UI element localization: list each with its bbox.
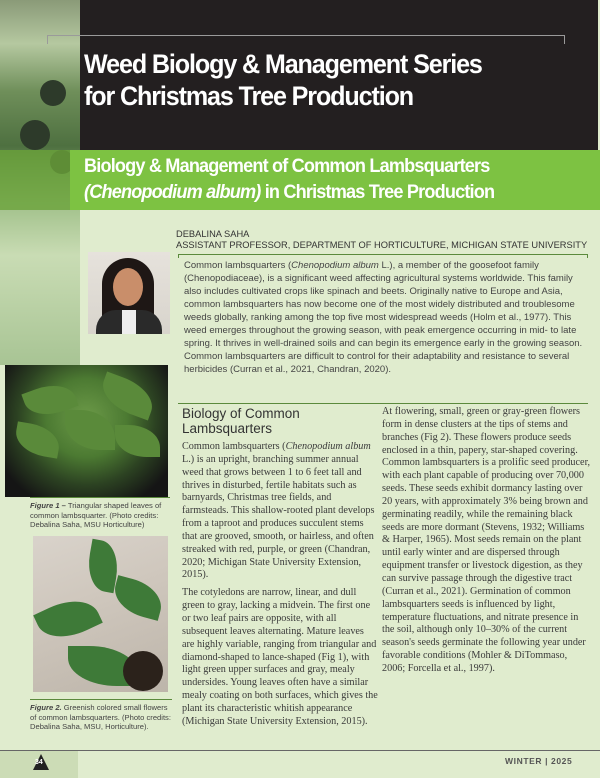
figure-1-caption: Figure 1 – Triangular shaped leaves of common lambsquarter. (Photo credits: Debalina Saha, MSU Horticulture) — [30, 497, 170, 530]
right-column — [382, 406, 592, 681]
footer-rule — [0, 750, 600, 751]
page-number — [33, 754, 49, 772]
series-header — [80, 0, 598, 150]
figure-1-photo — [5, 365, 168, 497]
byline — [176, 229, 587, 251]
section-heading: Biology of Common Lambsquarters — [182, 406, 300, 436]
author-photo — [88, 252, 170, 334]
author-title: ASSISTANT PROFESSOR, DEPARTMENT OF HORTICULTURE, MICHIGAN STATE UNIVERSITY — [176, 240, 588, 250]
left-column — [182, 406, 378, 734]
intro-text: Common lambsquarters (Chenopodium album L.), a member of the goosefoot family (Chenopodiaceae), is a significant weed affecting agricultural systems worldwide. This family also includes cultivated crops like spinach and beets. Originally native to Europe and Asia, common lambsquarters has now become one of the most widely distributed and troublesome weeds globally, ranking among the top five most widespread weeds (Holm et al., 1977). This weed emerges throughout the growing season, with peak emergence occurring in mid- to late spring. It thrives in well-drained soils and can begin its emergence early in the growing season. Common lambsquarters are difficult to control for their adaptability and resistance to several herbicides (Curran et al., 2021, Chandran, 2020). — [184, 260, 583, 375]
paragraph-3: At flowering, small, green or gray-green flowers form in dense clusters at the tips of stems and branches (Fig 2). These flowers produce seeds enclosed in a thin, papery, star-shaped covering. Common lambsquarters is a prolific seed producer, with each plant capable of producing over 70,000 seeds. These seeds exhibit dormancy lasting over 20 years, with approximately 3% being brown and germinating readily, while the remaining black seeds are more dormant (Stevens, 1932; Williams & Harper, 1965). Most seeds remain on the plant until early winter and are dispersed through equipment transfer or livestock digestion, as they can survive passage through the digestive tract (Curran et al., 2021). Germination of common lambsquarters seeds is influenced by light, temperature fluctuations, and nitrate presence in the soil, although only 10–30% of the current season's seeds germinate the following year under favorable conditions (Mohler & DiTommaso, 2006; Forcella et al., 1997). — [382, 406, 591, 674]
series-title-line1: Weed Biology & Management Series — [84, 49, 482, 79]
article-title-species: (Chenopodium album) — [84, 181, 261, 203]
series-title-line2: for Christmas Tree Production — [84, 81, 414, 111]
article-title — [84, 153, 494, 205]
paragraph-1: Common lambsquarters (Chenopodium album L.) is an upright, branching summer annual weed that grows between 1 to 6 feet tall and thrives in disturbed, fertile habitats such as barnyards, Christmas tree fields, and farmsteads. This shallow-rooted plant develops from a taproot and produces succulent stems that are grooved, smooth, or hairless, and often streaked with red, purple, or green (Chandran, 2020; Michigan State University Extension, 2015). — [182, 441, 375, 581]
article-title-line1: Biology & Management of Common Lambsquarters — [84, 155, 490, 177]
figure-2-photo — [33, 536, 168, 692]
paragraph-2: The cotyledons are narrow, linear, and dull green to gray, lacking a midvein. The first one or two leaf pairs are opposite, with all subsequent leaves alternating. Mature leaves are highly variable, ranging from triangular and diamond-shaped to lance-shaped (Fig 1), with light green upper surfaces and gray, mealy undersides. Young leaves often have a similar mealy coating on both surfaces, which gives the plant its characteristic whitish appearance (Michigan State University Extension, 2015). — [182, 587, 378, 727]
header-rule — [47, 35, 565, 44]
article-title-band — [0, 150, 600, 210]
figure-2-caption: Figure 2. Greenish colored small flowers of common lambsquarters. (Photo credits: Debalina Saha, MSU, Horticulture). — [30, 699, 172, 732]
article-title-line2: in Christmas Tree Production — [260, 181, 495, 203]
intro-box — [178, 254, 588, 404]
issue-season: WINTER | 2025 — [505, 756, 573, 766]
page-number-text: 34 — [35, 759, 43, 766]
series-title — [84, 48, 482, 112]
author-name: DEBALINA SAHA — [176, 229, 250, 239]
